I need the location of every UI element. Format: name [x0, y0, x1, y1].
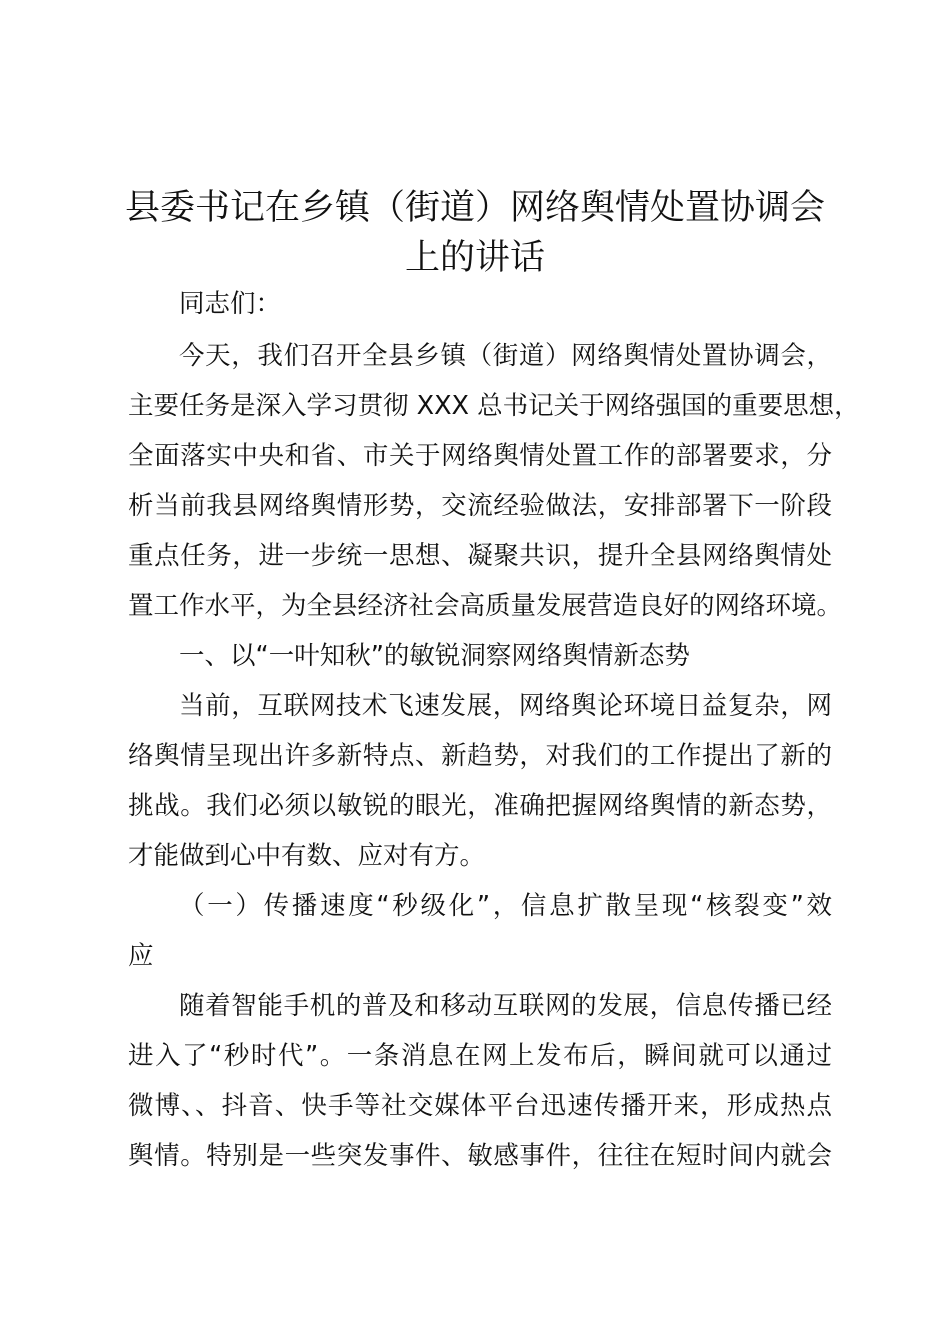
paragraph-1-line-1: 今天，我们召开全县乡镇（街道）网络舆情处置协调会，: [179, 341, 832, 371]
document-title-line-2: 上的讲话: [404, 238, 545, 278]
paragraph-2-line-1: 当前，互联网技术飞速发展，网络舆论环境日益复杂，网: [179, 691, 832, 721]
subheading-1-line-2: 应: [128, 941, 154, 971]
paragraph-3-line-2: 进入了“秒时代”。一条消息在网上发布后，瞬间就可以通过: [128, 1041, 832, 1071]
document-title-line-1: 县委书记在乡镇（街道）网络舆情处置协调会: [124, 188, 825, 228]
paragraph-1-line-4: 析当前我县网络舆情形势，交流经验做法，安排部署下一阶段: [128, 491, 832, 521]
paragraph-1-line-5: 重点任务，进一步统一思想、凝聚共识，提升全县网络舆情处: [128, 541, 832, 571]
paragraph-2-line-2: 络舆情呈现出许多新特点、新趋势，对我们的工作提出了新的: [128, 741, 832, 771]
paragraph-3-line-1: 随着智能手机的普及和移动互联网的发展，信息传播已经: [179, 991, 832, 1021]
paragraph-3-line-4: 舆情。特别是一些突发事件、敏感事件，往往在短时间内就会: [128, 1141, 832, 1171]
paragraph-2-line-3: 挑战。我们必须以敏锐的眼光，准确把握网络舆情的新态势，: [128, 791, 832, 821]
paragraph-3-line-3: 微博、、抖音、快手等社交媒体平台迅速传播开来，形成热点: [128, 1091, 832, 1121]
subheading-1-line-1: （一）传播速度“秒级化”，信息扩散呈现“核裂变”效: [179, 891, 832, 921]
paragraph-1-line-2: 主要任务是深入学习贯彻 XXX 总书记关于网络强国的重要思想，: [128, 391, 860, 421]
salutation: 同志们：: [179, 289, 282, 319]
paragraph-1-line-6: 置工作水平，为全县经济社会高质量发展营造良好的网络环境。: [128, 591, 843, 621]
paragraph-1-line-3: 全面落实中央和省、市关于网络舆情处置工作的部署要求，分: [128, 441, 832, 471]
paragraph-2-line-4: 才能做到心中有数、应对有方。: [128, 841, 486, 871]
section-heading-1: 一、以“一叶知秋”的敏锐洞察网络舆情新态势: [179, 641, 690, 671]
